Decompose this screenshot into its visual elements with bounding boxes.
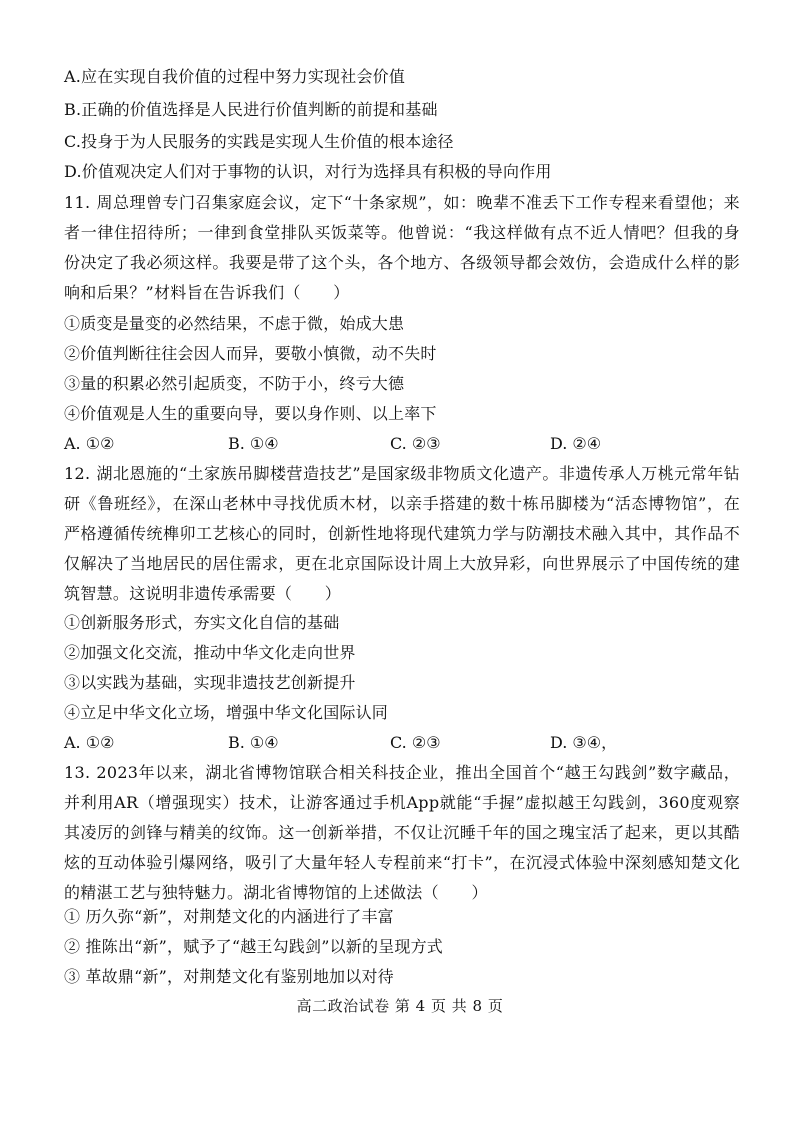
q12-statement-4: ④立足中华文化立场，增强中华文化国际认同 [64, 703, 389, 722]
q11-answer-a[interactable]: A. ①② [64, 434, 115, 453]
q12-number: 12. [64, 464, 91, 483]
page-footer: 高二政治试卷 第 4 页 共 8 页 [296, 997, 504, 1015]
q12-answer-a[interactable]: A. ①② [64, 733, 115, 752]
q12-statement-3: ③以实践为基础，实现非遗技艺创新提升 [64, 673, 356, 692]
q12-answer-row [64, 728, 744, 758]
q12-answer-d[interactable]: D. ③④， [550, 733, 618, 752]
q13-stem-text: 2023年以来，湖北省博物馆联合相关科技企业，推出全国首个“越王勾践剑”数字藏品，并利用AR（增强现实）技术，让游客通过手机App就能“手握”虚拟越王勾践剑，360度观察其凌厉的剑锋与精美的纹饰。这一创新举措，不仅让沉睡千年的国之瑰宝活了起来，更以其酷炫的互动体验引爆网络，吸引了大量年轻人专程前来“打卡”，在沉浸式体验中深刻感知楚文化的精湛工艺与独特魅力。湖北省博物馆的上述做法（ ） [64, 763, 740, 902]
q10-option-c: C.投身于为人民服务的实践是实现人生价值的根本途径 [64, 132, 454, 151]
q12-stem [64, 459, 740, 609]
q13-statement-1: ① 历久弥“新”，对荆楚文化的内涵进行了丰富 [64, 907, 394, 926]
q10-option-a: A.应在实现自我价值的过程中努力实现社会价值 [64, 67, 406, 86]
q11-statement-2: ②价值判断往往会因人而异，要敬小慎微，动不失时 [64, 344, 437, 363]
q11-answer-b[interactable]: B. ①④ [228, 434, 279, 453]
q12-stem-text: 湖北恩施的“土家族吊脚楼营造技艺”是国家级非物质文化遗产。非遗传承人万桃元常年钻研《鲁班经》，在深山老林中寻找优质木材，以亲手搭建的数十栋吊脚楼为“活态博物馆”，在严格遵循传统榫卯工艺核心的同时，创新性地将现代建筑力学与防潮技术融入其中，其作品不仅解决了当地居民的居住需求，更在北京国际设计周上大放异彩，向世界展示了中国传统的建筑智慧。这说明非遗传承需要（ ） [64, 464, 740, 603]
q13-number: 13. [64, 763, 91, 782]
q12-statement-1: ①创新服务形式，夯实文化自信的基础 [64, 613, 340, 632]
q12-statement-2: ②加强文化交流，推动中华文化走向世界 [64, 643, 356, 662]
q11-stem-text: 周总理曾专门召集家庭会议，定下“十条家规”，如：晚辈不准丢下工作专程来看望他；来者一律住招待所；一律到食堂排队买饭菜等。他曾说：“我这样做有点不近人情吧？但我的身份决定了我必须这样。我要是带了这个头，各个地方、各级领导都会效仿，会造成什么样的影响和后果？”材料旨在告诉我们（ ） [64, 193, 740, 302]
q11-statement-4: ④价值观是人生的重要向导，要以身作则、以上率下 [64, 404, 437, 423]
q11-statement-1: ①质变是量变的必然结果，不虑于微，始成大患 [64, 314, 405, 333]
q11-stem [64, 188, 740, 308]
q11-answer-d[interactable]: D. ②④ [550, 434, 602, 453]
q13-statement-2: ② 推陈出“新”，赋予了“越王勾践剑”以新的呈现方式 [64, 937, 444, 956]
q13-statement-3: ③ 革故鼎“新”，对荆楚文化有鉴别地加以对待 [64, 967, 394, 986]
q11-number: 11. [64, 193, 91, 212]
q12-answer-b[interactable]: B. ①④ [228, 733, 279, 752]
q10-option-b: B.正确的价值选择是人民进行价值判断的前提和基础 [64, 100, 438, 119]
q11-answer-c[interactable]: C. ②③ [390, 434, 441, 453]
q12-answer-c[interactable]: C. ②③ [390, 733, 441, 752]
q13-stem [64, 758, 740, 908]
q11-answer-row [64, 429, 744, 459]
q10-option-d: D.价值观决定人们对于事物的认识，对行为选择具有积极的导向作用 [64, 162, 552, 181]
q11-statement-3: ③量的积累必然引起质变，不防于小，终亏大德 [64, 374, 405, 393]
